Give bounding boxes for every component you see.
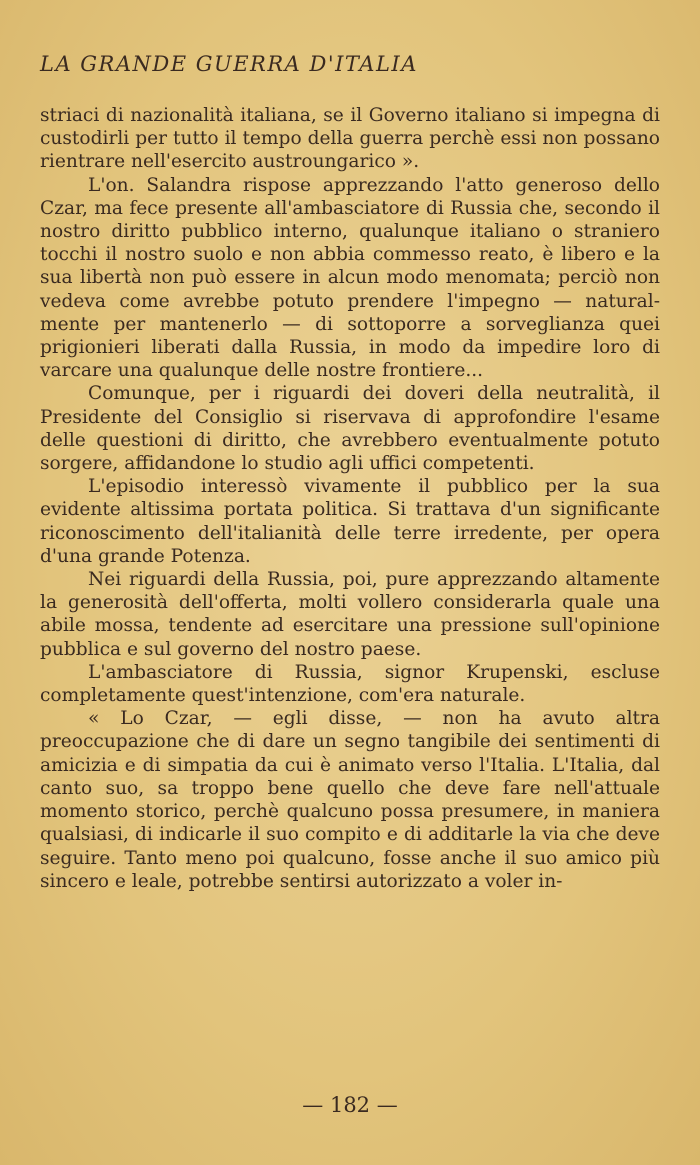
paragraph-7: « Lo Czar, — egli disse, — non ha avuto altra preoccupazione che di dare un segno tangibile dei sentimenti di amicizia e di simpatia da cui è animato verso l'Italia. L'Italia, dal canto suo, sa troppo bene quello che deve fare nell'attuale momento storico, perchè qualcuno possa presumere, in maniera qualsiasi, di indicarle il suo compito e di additarle la via che deve seguire. Tanto meno poi qualcuno, fosse anche il suo amico più sincero e leale, potrebbe sentirsi autorizzato a voler in- xyxy=(40,708,660,892)
running-head: LA GRANDE GUERRA D'ITALIA xyxy=(40,52,418,76)
paragraph-6: L'ambasciatore di Russia, signor Krupenski, escluse completamente quest'intenzione, com'era naturale. xyxy=(40,661,660,707)
paragraph-2: L'on. Salandra rispose apprezzando l'atto generoso dello Czar, ma fece presente all'ambasciatore di Russia che, secondo il nostro diritto pubblico interno, qualunque italiano o straniero tocchi il nostro suolo e non abbia commesso reato, è libero e la sua libertà non può essere in alcun modo menomata; perciò non vedeva come avrebbe potuto prendere l'impegno — naturalmente per mantenerlo — di sottoporre a sorveglianza quei prigionieri liberati dalla Russia, in modo da impedire loro di varcare una qualunque delle nostre frontiere... xyxy=(40,174,660,382)
paragraph-1: striaci di nazionalità italiana, se il Governo italiano si impegna di custodirli per tutto il tempo della guerra perchè essi non possano rientrare nell'esercito austroungarico ». xyxy=(40,105,660,173)
paragraph-3: Comunque, per i riguardi dei doveri della neutralità, il Presidente del Consiglio si riservava di approfondire l'esame delle questioni di diritto, che avrebbero eventualmente potuto sorgere, affidandone lo studio agli uffici competenti. xyxy=(40,383,660,475)
body-text xyxy=(40,104,660,893)
page xyxy=(40,52,660,893)
page-number: — 182 — xyxy=(302,1093,398,1117)
paragraph-5: Nei riguardi della Russia, poi, pure apprezzando altamente la generosità dell'offerta, molti vollero considerarla quale una abile mossa, tendente ad esercitare una pressione sull'opinione pubblica e sul governo del nostro paese. xyxy=(40,569,660,660)
paragraph-4: L'episodio interessò vivamente il pubblico per la sua evidente altissima portata politica. Si trattava d'un significante riconoscimento dell'italianità delle terre irredente, per opera d'una grande Potenza. xyxy=(40,476,660,567)
